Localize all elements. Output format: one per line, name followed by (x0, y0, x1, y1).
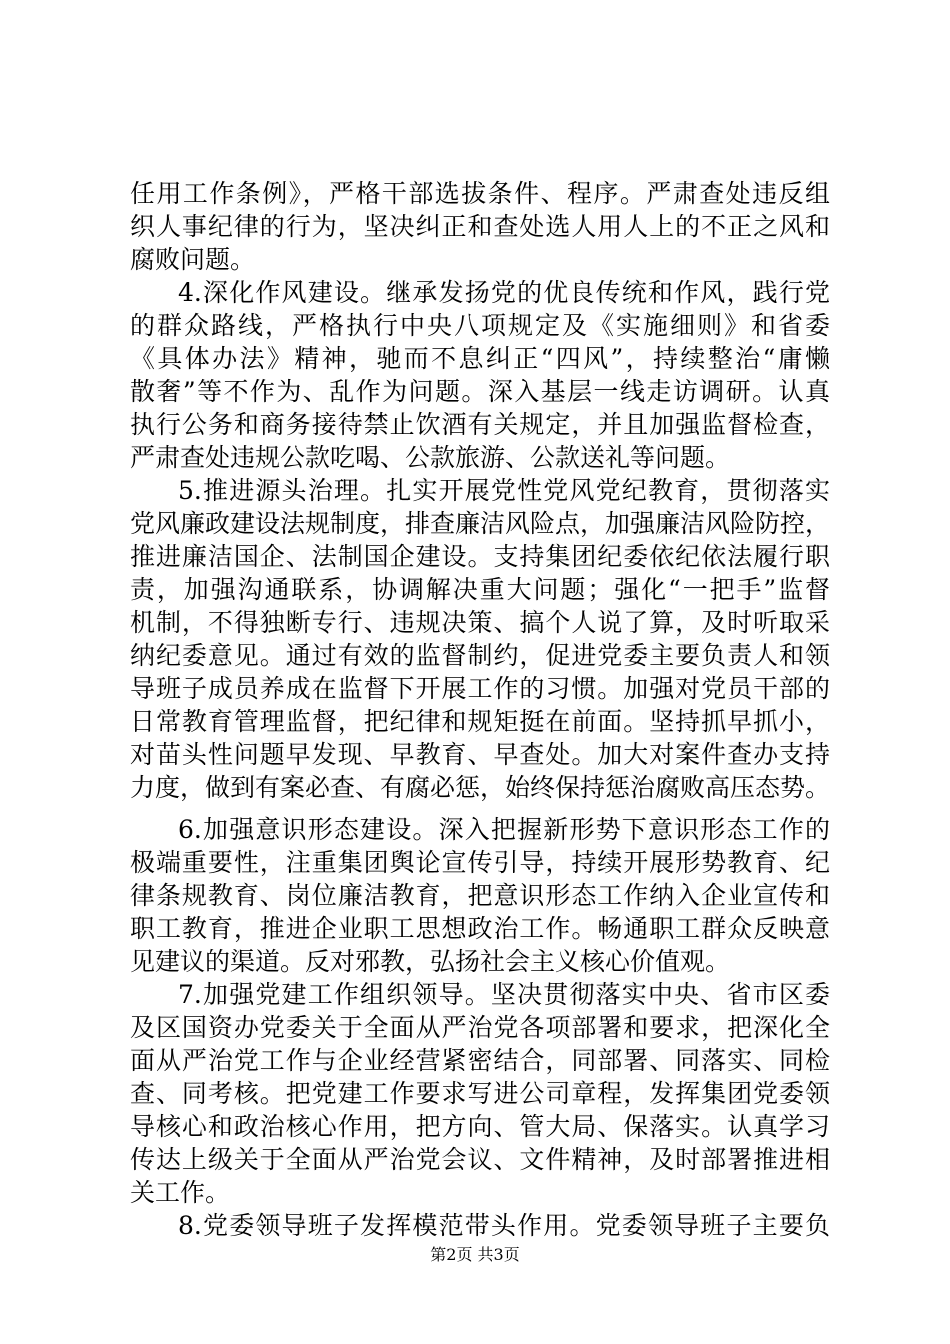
text-line: 《具体办法》精神，驰而不息纠正“四风”，持续整治“庸懒 (130, 344, 830, 373)
paragraph-7-start: 7.加强党建工作组织领导。坚决贯彻落实中央、省市区委 (178, 980, 830, 1009)
paragraph-6-start: 6.加强意识形态建设。深入把握新形势下意识形态工作的 (178, 815, 830, 844)
text-line: 任用工作条例》，严格干部选拔条件、程序。严肃查处违反组 (130, 179, 830, 208)
text-line: 织人事纪律的行为，坚决纠正和查处选人用人上的不正之风和 (130, 212, 830, 241)
text-line: 机制，不得独断专行、违规决策、搞个人说了算，及时听取采 (130, 608, 830, 637)
text-line: 力度，做到有案必查、有腐必惩，始终保持惩治腐败高压态势。 (130, 773, 830, 802)
page-number: 第2页 共3页 (430, 1245, 520, 1264)
text-line: 关工作。 (130, 1178, 231, 1207)
text-line: 责，加强沟通联系，协调解决重大问题；强化“一把手”监督 (130, 575, 830, 604)
text-line: 查、同考核。把党建工作要求写进公司章程，发挥集团党委领 (130, 1079, 830, 1108)
text-line: 见建议的渠道。反对邪教，弘扬社会主义核心价值观。 (130, 947, 731, 976)
paragraph-4-start: 4.深化作风建设。继承发扬党的优良传统和作风，践行党 (178, 278, 830, 307)
text-line: 严肃查处违规公款吃喝、公款旅游、公款送礼等问题。 (130, 443, 731, 472)
text-line: 日常教育管理监督，把纪律和规矩挺在前面。坚持抓早抓小， (130, 707, 830, 736)
text-line: 的群众路线，严格执行中央八项规定及《实施细则》和省委 (130, 311, 830, 340)
text-line: 面从严治党工作与企业经营紧密结合，同部署、同落实、同检 (130, 1046, 830, 1075)
text-line: 职工教育，推进企业职工思想政治工作。畅通职工群众反映意 (130, 914, 830, 943)
text-line: 执行公务和商务接待禁止饮酒有关规定，并且加强监督检查， (130, 410, 830, 439)
text-line: 腐败问题。 (130, 245, 256, 274)
text-line: 极端重要性，注重集团舆论宣传引导，持续开展形势教育、纪 (130, 848, 830, 877)
text-line: 导核心和政治核心作用，把方向、管大局、保落实。认真学习 (130, 1112, 830, 1141)
paragraph-8-start: 8.党委领导班子发挥模范带头作用。党委领导班子主要负 (178, 1211, 830, 1240)
text-line: 导班子成员养成在监督下开展工作的习惯。加强对党员干部的 (130, 674, 830, 703)
text-line: 散奢”等不作为、乱作为问题。深入基层一线走访调研。认真 (130, 377, 830, 406)
text-line: 传达上级关于全面从严治党会议、文件精神，及时部署推进相 (130, 1145, 830, 1174)
text-line: 律条规教育、岗位廉洁教育，把意识形态工作纳入企业宣传和 (130, 881, 830, 910)
text-line: 党风廉政建设法规制度，排查廉洁风险点，加强廉洁风险防控， (130, 509, 830, 538)
text-line: 及区国资办党委关于全面从严治党各项部署和要求，把深化全 (130, 1013, 830, 1042)
text-line: 推进廉洁国企、法制国企建设。支持集团纪委依纪依法履行职 (130, 542, 830, 571)
paragraph-5-start: 5.推进源头治理。扎实开展党性党风党纪教育，贯彻落实 (178, 476, 830, 505)
text-line: 对苗头性问题早发现、早教育、早查处。加大对案件查办支持 (130, 740, 830, 769)
text-line: 纳纪委意见。通过有效的监督制约，促进党委主要负责人和领 (130, 641, 830, 670)
